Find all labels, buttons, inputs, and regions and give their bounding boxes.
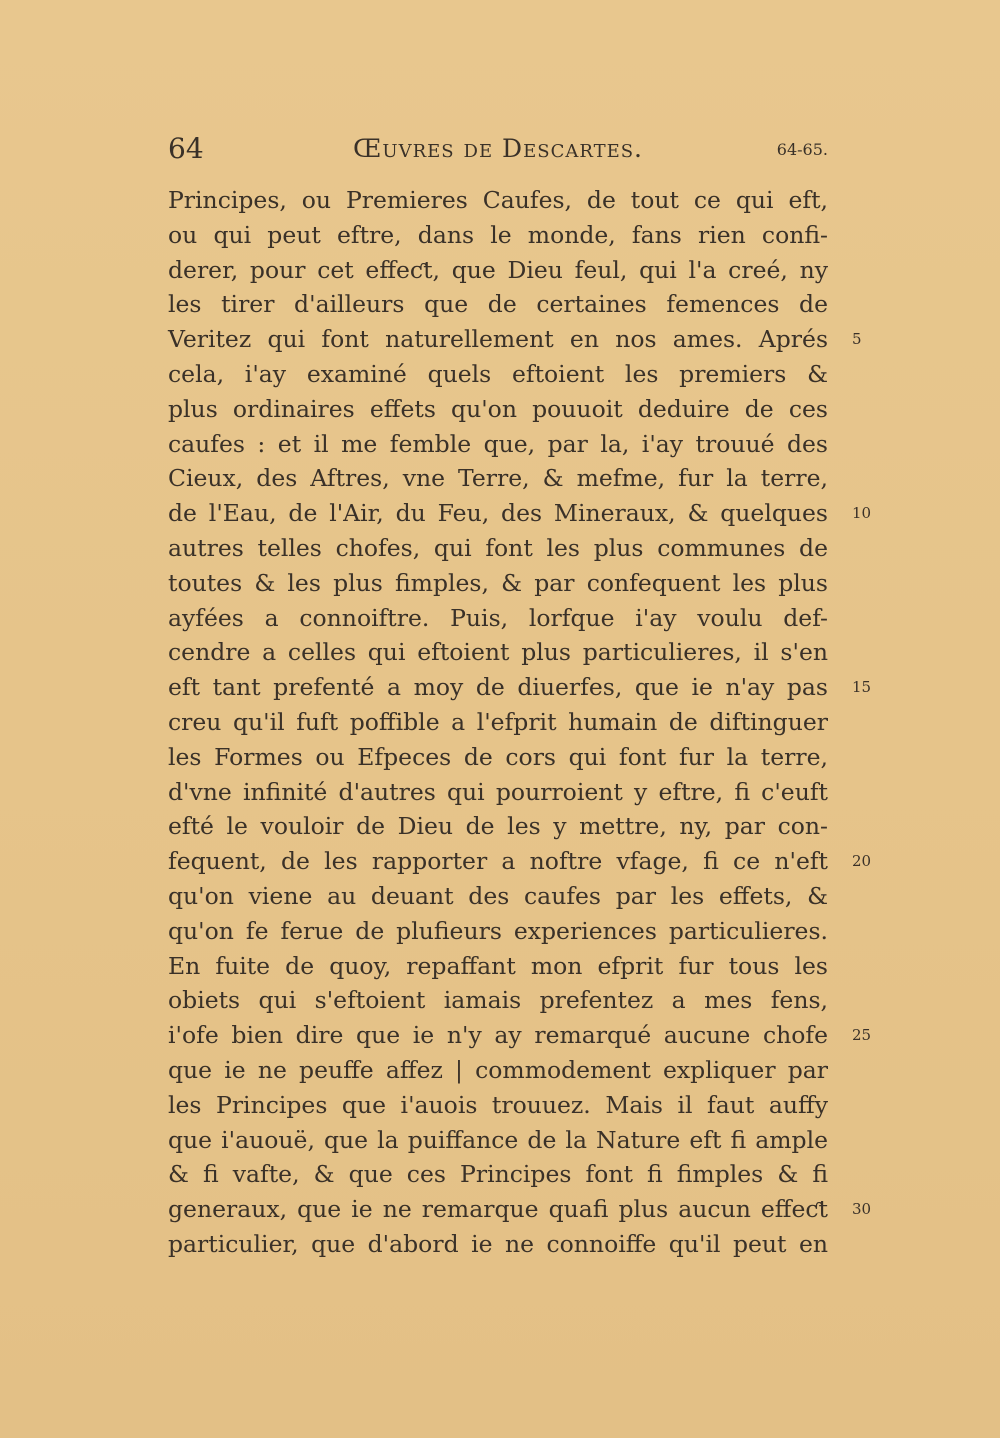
text-line: obiets qui s'eftoient iamais prefentez a mes fens, [168, 986, 828, 1015]
text-line: ayfées a connoiftre. Puis, lorfque i'ay voulu def- [168, 603, 828, 632]
text-line: Veritez qui font naturellement en nos ames. Aprés [168, 325, 828, 354]
text-line: cendre a celles qui eftoient plus particulieres, il s'en [168, 638, 828, 667]
text-line: derer, pour cet effeƈt, que Dieu feul, qui l'a creé, ny [168, 255, 828, 284]
text-line: i'ofe bien dire que ie n'y ay remarqué aucune chofe [168, 1021, 828, 1050]
text-line: fequent, de les rapporter a noftre vfage, fi ce n'eft [168, 847, 828, 876]
page-number: 64 [168, 132, 204, 165]
text-line: d'vne infinité d'autres qui pourroient y eftre, fi c'euft [168, 777, 828, 806]
page-range: 64-65. [776, 140, 828, 159]
text-line: autres telles chofes, qui font les plus communes de [168, 533, 828, 562]
text-line: cela, i'ay examiné quels eftoient les premiers & [168, 359, 828, 388]
text-line: generaux, que ie ne remarque quafi plus aucun effeƈt [168, 1195, 828, 1224]
text-line: creu qu'il fuft poffible a l'efprit humain de diftinguer [168, 707, 828, 736]
page-header [168, 132, 828, 172]
margin-line-number: 10 [852, 504, 872, 523]
text-line: toutes & les plus fimples, & par confequent les plus [168, 568, 828, 597]
margin-line-number: 5 [852, 330, 862, 349]
text-line: de l'Eau, de l'Air, du Feu, des Mineraux, & quelques [168, 499, 828, 528]
text-line: particulier, que d'abord ie ne connoiffe qu'il peut en [168, 1229, 828, 1258]
body-text [168, 183, 828, 1262]
running-title: Œuvres de Descartes. [352, 134, 644, 163]
text-line: les tirer d'ailleurs que de certaines femences de [168, 290, 828, 319]
text-line: ou qui peut eftre, dans le monde, fans rien confi- [168, 220, 828, 249]
text-line: les Formes ou Efpeces de cors qui font fur la terre, [168, 742, 828, 771]
text-line: qu'on fe ferue de plufieurs experiences particulieres. [168, 916, 828, 945]
margin-line-number: 25 [852, 1026, 872, 1045]
text-line: Principes, ou Premieres Caufes, de tout ce qui eft, [168, 186, 828, 214]
text-line: qu'on viene au deuant des caufes par les effets, & [168, 881, 828, 910]
text-line: efté le vouloir de Dieu de les y mettre, ny, par con- [168, 812, 828, 841]
text-line: que i'auouë, que la puiffance de la Nature eft fi ample [168, 1125, 828, 1154]
text-line: caufes : et il me femble que, par la, i'ay trouué des [168, 429, 828, 458]
text-line: En fuite de quoy, repaffant mon efprit fur tous les [168, 951, 828, 980]
text-line: les Principes que i'auois trouuez. Mais il faut auffy [168, 1090, 828, 1119]
margin-line-number: 30 [852, 1200, 872, 1219]
margin-line-number: 20 [852, 852, 872, 871]
text-line: eft tant prefenté a moy de diuerfes, que ie n'ay pas [168, 673, 828, 702]
text-line: plus ordinaires effets qu'on pouuoit deduire de ces [168, 394, 828, 423]
text-line: Cieux, des Aftres, vne Terre, & mefme, fur la terre, [168, 464, 828, 493]
margin-line-number: 15 [852, 678, 872, 697]
text-line: & fi vafte, & que ces Principes font fi fimples & fi [168, 1160, 828, 1189]
text-line: que ie ne peuffe affez | commodement expliquer par [168, 1055, 828, 1084]
